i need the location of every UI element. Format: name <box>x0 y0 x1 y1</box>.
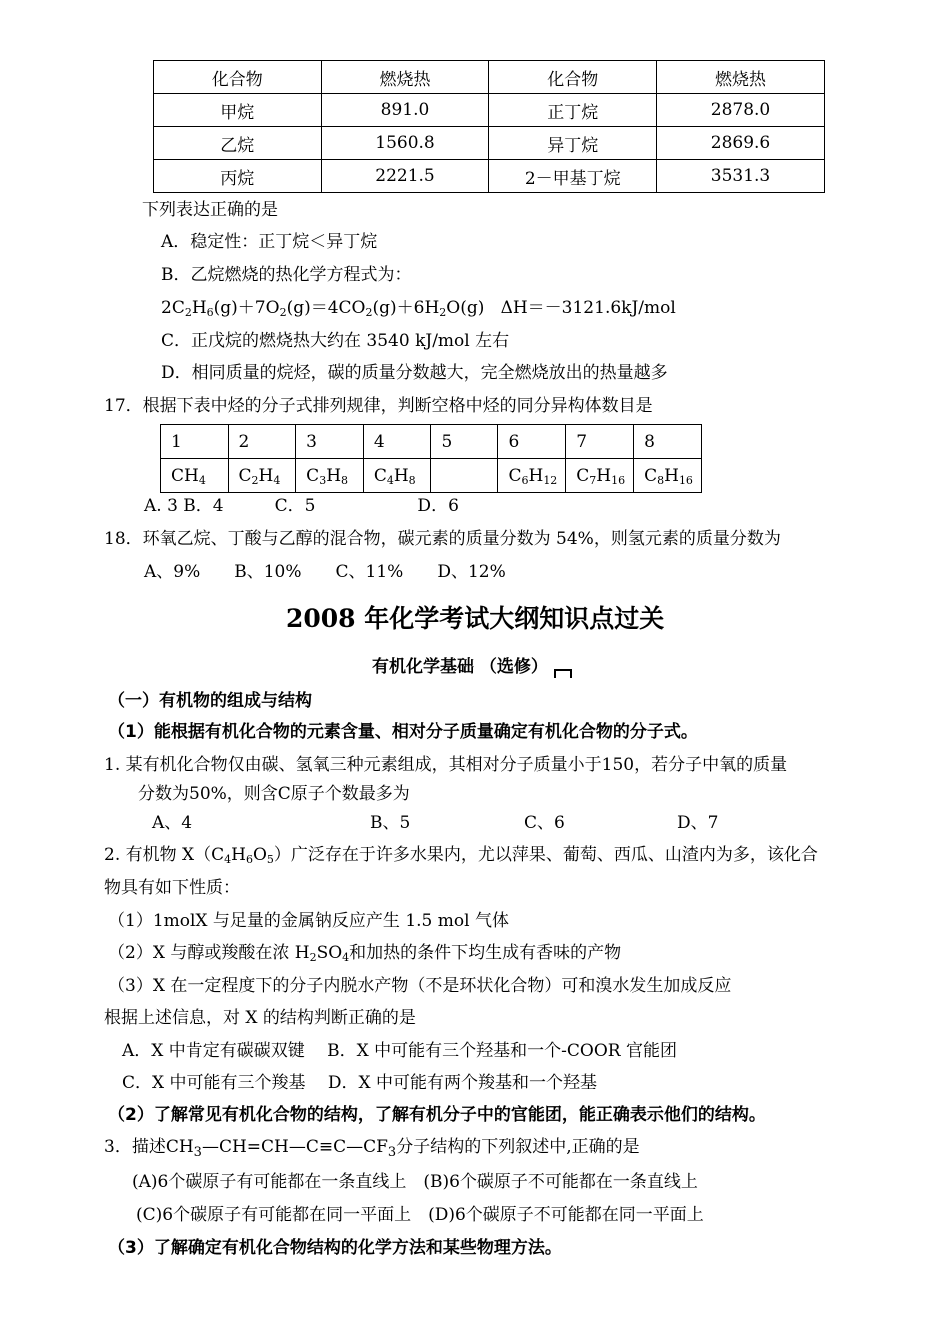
p1-option-c: C、6 <box>524 813 565 833</box>
p3-post: 分子结构的下列叙述中,正确的是 <box>396 1137 640 1157</box>
index-cell: 5 <box>431 425 498 459</box>
q18-stem: 18．环氧乙烷、丁酸与乙醇的混合物，碳元素的质量分数为 54%，则氢元素的质量分数为 <box>104 529 781 549</box>
index-cell: 4 <box>363 425 431 459</box>
table-cell: 1560.8 <box>321 127 489 160</box>
index-cell: 7 <box>566 425 634 459</box>
section-heading-1: （一）有机物的组成与结构 <box>108 691 312 711</box>
table-cell: 化合物 <box>489 61 657 94</box>
table-cell: 化合物 <box>154 61 322 94</box>
p2-prop1: （1）1molX 与足量的金属钠反应产生 1.5 mol 气体 <box>108 911 509 931</box>
q16-option-c: C．正戊烷的燃烧热大约在 3540 kJ/mol 左右 <box>161 331 510 351</box>
formula-cell: $C_4H_8$ <box>363 459 431 493</box>
table-cell: 2－甲基丁烷 <box>489 160 657 193</box>
formula-cell: $C_2H_4$ <box>228 459 296 493</box>
p3-pre: 3．描述CH <box>104 1137 194 1157</box>
p2-post: ）广泛存在于许多水果内，尤以萍果、葡萄、西瓜、山渣内为多，该化合 <box>273 845 818 865</box>
cursor-mark <box>554 669 572 678</box>
index-cell: 1 <box>161 425 229 459</box>
formula-cell: $C_6H_{12}$ <box>498 459 566 493</box>
p3-stem: 3．描述$CH_3—CH=CH—C\equiv C—CF_3$分子结构的下列叙述中,正确的是 <box>104 1137 640 1160</box>
p3-options-ab: (A)6个碳原子有可能都在一条直线上 (B)6个碳原子不可能都在一条直线上 <box>132 1172 698 1192</box>
table-cell: 异丁烷 <box>489 127 657 160</box>
table-header-row <box>154 61 825 94</box>
index-cell: 6 <box>498 425 566 459</box>
q16-option-b: B．乙烷燃烧的热化学方程式为： <box>161 265 412 285</box>
p2-prop2: （2）X 与醇或羧酸在浓 $H_2SO_4$和加热的条件下均生成有香味的产物 <box>108 943 622 964</box>
p1-option-a: A、4 <box>152 813 193 833</box>
index-cell: 2 <box>228 425 296 459</box>
requirement-3: （3）了解确定有机化合物结构的化学方法和某些物理方法。 <box>108 1238 562 1258</box>
q17-options: A. 3 B．4 C．5 D．6 <box>144 496 459 516</box>
subtitle-text: 有机化学基础 （选修） <box>372 657 548 677</box>
formula-cell: $CH_4$ <box>161 459 229 493</box>
index-cell: 3 <box>296 425 364 459</box>
p3-options-cd: (C)6个碳原子有可能都在同一平面上 (D)6个碳原子不可能都在同一平面上 <box>136 1205 704 1225</box>
q18-options: A、9% B、10% C、11% D、12% <box>144 562 506 582</box>
table-row <box>154 160 825 193</box>
table-row <box>154 127 825 160</box>
sequence-index-row <box>161 425 702 459</box>
p2-prop2-post: 和加热的条件下均生成有香味的产物 <box>349 943 622 963</box>
p2-options-ab: A．X 中肯定有碳碳双键 B．X 中可能有三个羟基和一个-COOR 官能团 <box>122 1041 678 1061</box>
page-title: 2008 年化学考试大纲知识点过关 <box>286 604 665 633</box>
p1-line2: 分数为50%，则含C原子个数最多为 <box>138 784 410 804</box>
table-cell: 2221.5 <box>321 160 489 193</box>
table-cell: 3531.3 <box>657 160 825 193</box>
p2-conclude: 根据上述信息，对 X 的结构判断正确的是 <box>104 1008 416 1028</box>
table-cell: 燃烧热 <box>321 61 489 94</box>
p1-line1: 1. 某有机化合物仅由碳、氢氧三种元素组成，其相对分子质量小于150，若分子中氧的质量 <box>104 755 788 775</box>
table-cell: 2869.6 <box>657 127 825 160</box>
table-cell: 乙烷 <box>154 127 322 160</box>
p1-option-b: B、5 <box>370 813 411 833</box>
formula-cell-blank <box>431 459 498 493</box>
q16-option-d: D．相同质量的烷烃，碳的质量分数越大，完全燃烧放出的热量越多 <box>161 363 668 383</box>
table-cell: 891.0 <box>321 94 489 127</box>
p1-option-d: D、7 <box>677 813 719 833</box>
combustion-heat-table <box>153 60 825 193</box>
q16-option-a: A．稳定性：正丁烷＜异丁烷 <box>161 232 378 252</box>
p2-line1: 2. 有机物 $X(C_4H_6O_5)$广泛存在于许多水果内，尤以萍果、葡萄、西瓜、山渣内为多，该化合 <box>104 845 818 866</box>
formula-cell: $C_7H_{16}$ <box>566 459 634 493</box>
table-cell: 正丁烷 <box>489 94 657 127</box>
requirement-1: （1）能根据有机化合物的元素含量、相对分子质量确定有机化合物的分子式。 <box>108 722 698 742</box>
p2-options-cd: C．X 中可能有三个羧基 D．X 中可能有两个羧基和一个羟基 <box>122 1073 598 1093</box>
q16-stem: 下列表达正确的是 <box>142 200 278 220</box>
q17-stem: 17．根据下表中烃的分子式排列规律，判断空格中烃的同分异构体数目是 <box>104 396 653 416</box>
table-cell: 甲烷 <box>154 94 322 127</box>
table-cell: 燃烧热 <box>657 61 825 94</box>
p2-prop2-pre: （2）X 与醇或羧酸在浓 H <box>108 943 310 963</box>
formula-cell: $C_3H_8$ <box>296 459 364 493</box>
section-subtitle <box>372 656 572 678</box>
formula-cell: $C_8H_{16}$ <box>634 459 702 493</box>
p2-pre: 2. 有机物 X（ <box>104 845 212 865</box>
p2-line2: 物具有如下性质： <box>104 878 240 898</box>
table-cell: 丙烷 <box>154 160 322 193</box>
hydrocarbon-sequence-table <box>160 424 702 493</box>
requirement-2: （2）了解常见有机化合物的结构，了解有机分子中的官能团，能正确表示他们的结构。 <box>108 1105 766 1125</box>
table-cell: 2878.0 <box>657 94 825 127</box>
q16-delta-h: ΔH＝－3121.6kJ/mol <box>500 298 676 318</box>
table-row <box>154 94 825 127</box>
q16-equation: $2C_2H_6(g)+7O_2(g)=4CO_2(g)+6H_2O(g)$ ΔH＝－3121.6kJ/mol <box>161 298 676 319</box>
index-cell: 8 <box>634 425 702 459</box>
p2-prop3: （3）X 在一定程度下的分子内脱水产物（不是环状化合物）可和溴水发生加成反应 <box>108 976 732 996</box>
p3-mid: —CH=CH—C≡C—CF <box>201 1137 388 1157</box>
